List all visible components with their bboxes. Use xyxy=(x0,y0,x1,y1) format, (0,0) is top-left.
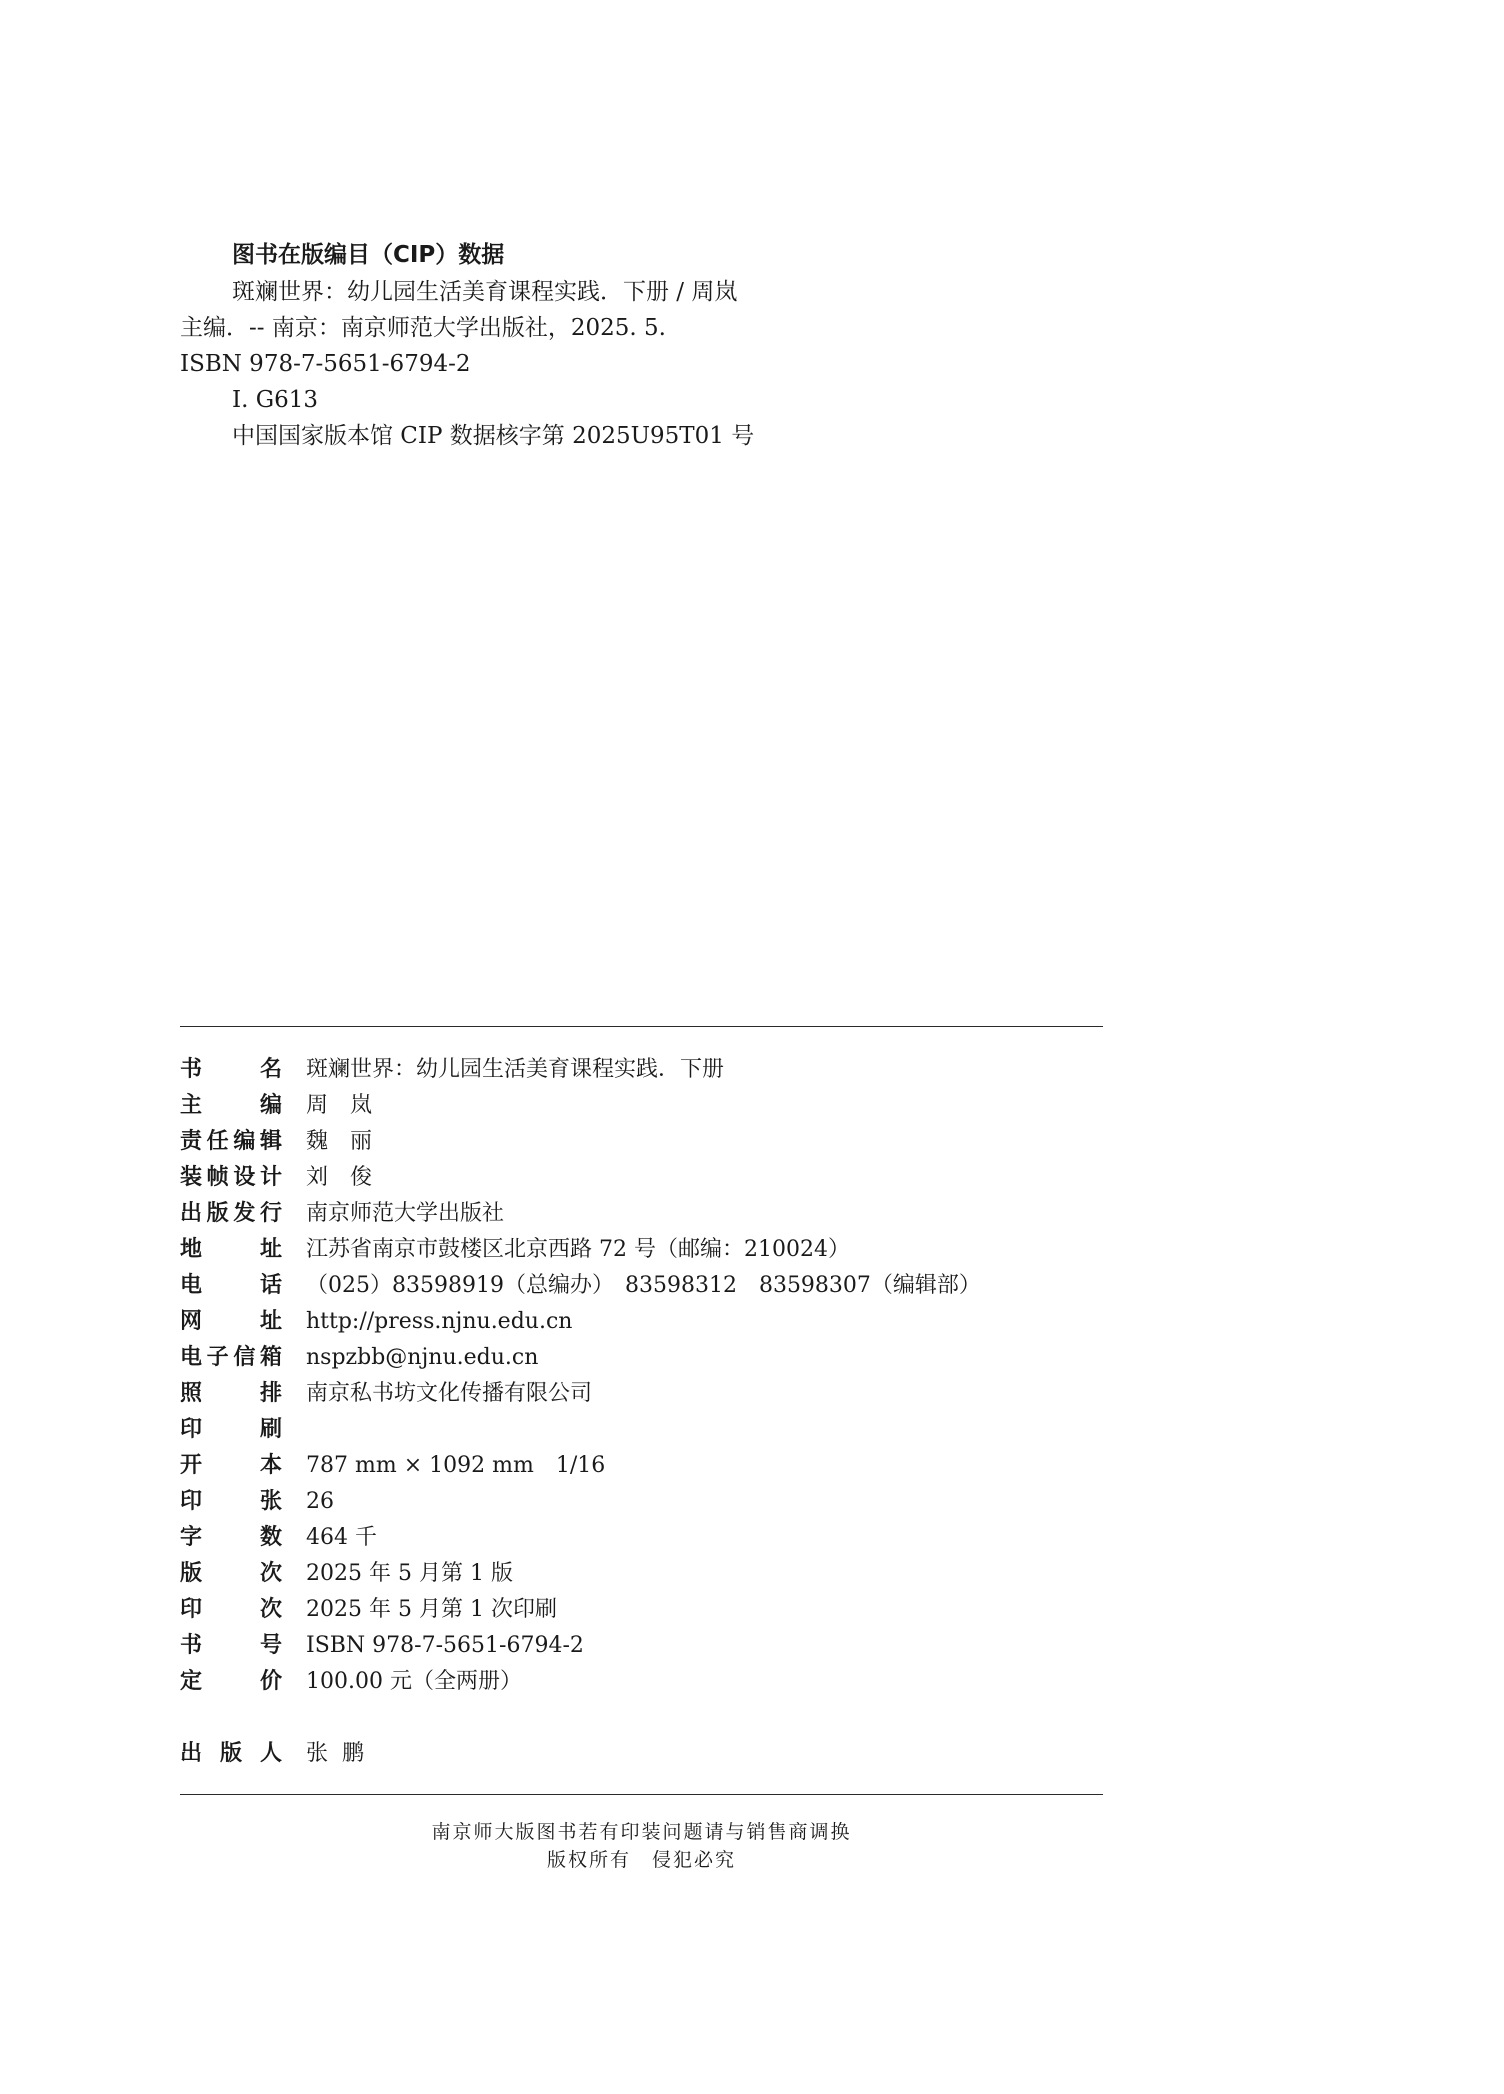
imprint-value: http://press.njnu.edu.cn xyxy=(306,1309,573,1334)
imprint-row xyxy=(180,1196,1103,1232)
imprint-label: 责 任 编 辑 xyxy=(180,1129,282,1154)
cip-isbn-line: ISBN 978-7-5651-6794-2 xyxy=(180,351,471,377)
imprint-label: 照 排 xyxy=(180,1381,282,1406)
imprint-row xyxy=(180,1304,1103,1340)
imprint-label: 版 次 xyxy=(180,1561,282,1586)
imprint-row xyxy=(180,1340,1103,1376)
imprint-row xyxy=(180,1160,1103,1196)
imprint-row xyxy=(180,1520,1103,1556)
imprint-row xyxy=(180,1484,1103,1520)
imprint-label: 电 话 xyxy=(180,1273,282,1298)
imprint-row xyxy=(180,1268,1103,1304)
imprint-value: 南京私书坊文化传播有限公司 xyxy=(306,1381,593,1406)
imprint-row xyxy=(180,1664,1103,1700)
imprint-row xyxy=(180,1052,1103,1088)
footer-notice xyxy=(180,1818,1103,1874)
cip-title-line: 斑斓世界：幼儿园生活美育课程实践．下册 / 周岚 xyxy=(232,279,738,305)
imprint-label: 出 版 发 行 xyxy=(180,1201,282,1226)
imprint-label: 书 号 xyxy=(180,1633,282,1658)
cip-record-number-line: 中国国家版本馆 CIP 数据核字第 2025U95T01 号 xyxy=(232,423,755,449)
cip-classification-line: Ⅰ. G613 xyxy=(232,387,318,413)
imprint-label: 装 帧 设 计 xyxy=(180,1165,282,1190)
imprint-value: 周 岚 xyxy=(306,1093,373,1118)
footer-notice-line-2: 版权所有 侵犯必究 xyxy=(546,1849,736,1871)
imprint-value: 江苏省南京市鼓楼区北京西路 72 号（邮编：210024） xyxy=(306,1237,850,1262)
imprint-value: 2025 年 5 月第 1 版 xyxy=(306,1561,513,1586)
imprint-label: 书 名 xyxy=(180,1057,282,1082)
bottom-divider xyxy=(180,1794,1103,1795)
imprint-row xyxy=(180,1376,1103,1412)
imprint-label: 开 本 xyxy=(180,1453,282,1478)
imprint-value: 464 千 xyxy=(306,1525,377,1550)
imprint-label: 印 次 xyxy=(180,1597,282,1622)
imprint-label: 网 址 xyxy=(180,1309,282,1334)
imprint-row xyxy=(180,1232,1103,1268)
imprint-row xyxy=(180,1088,1103,1124)
imprint-value: 斑斓世界：幼儿园生活美育课程实践．下册 xyxy=(306,1057,725,1082)
imprint-label: 印 刷 xyxy=(180,1417,282,1442)
imprint-value: 26 xyxy=(306,1489,334,1514)
imprint-row xyxy=(180,1448,1103,1484)
imprint-value: ISBN 978-7-5651-6794-2 xyxy=(306,1633,584,1658)
imprint-label: 字 数 xyxy=(180,1525,282,1550)
imprint-value: 魏 丽 xyxy=(306,1129,373,1154)
imprint-value: 787 mm × 1092 mm 1/16 xyxy=(306,1453,606,1478)
imprint-row xyxy=(180,1628,1103,1664)
imprint-label: 定 价 xyxy=(180,1669,282,1694)
imprint-value: 南京师范大学出版社 xyxy=(306,1201,505,1226)
imprint-label: 电 子 信 箱 xyxy=(180,1345,282,1370)
publisher-value: 张鹏 xyxy=(306,1741,379,1766)
imprint-value: nspzbb@njnu.edu.cn xyxy=(306,1345,539,1370)
imprint-row xyxy=(180,1412,1103,1448)
imprint-value: 100.00 元（全两册） xyxy=(306,1669,522,1694)
cip-editor-line: 主编．-- 南京：南京师范大学出版社，2025. 5. xyxy=(180,315,666,341)
imprint-label: 主 编 xyxy=(180,1093,282,1118)
imprint-label: 地 址 xyxy=(180,1237,282,1262)
imprint-value: （025）83598919（总编办） 83598312 83598307（编辑部） xyxy=(306,1273,981,1298)
imprint-label: 印 张 xyxy=(180,1489,282,1514)
cip-heading: 图书在版编目（CIP）数据 xyxy=(232,242,505,268)
imprint-table xyxy=(180,1052,1103,1700)
imprint-value: 刘 俊 xyxy=(306,1165,373,1190)
imprint-value: 2025 年 5 月第 1 次印刷 xyxy=(306,1597,557,1622)
imprint-row xyxy=(180,1556,1103,1592)
imprint-row xyxy=(180,1592,1103,1628)
imprint-row xyxy=(180,1124,1103,1160)
publisher-label: 出 版 人 xyxy=(180,1741,282,1766)
top-divider xyxy=(180,1026,1103,1027)
footer-notice-line-1: 南京师大版图书若有印装问题请与销售商调换 xyxy=(431,1821,852,1843)
